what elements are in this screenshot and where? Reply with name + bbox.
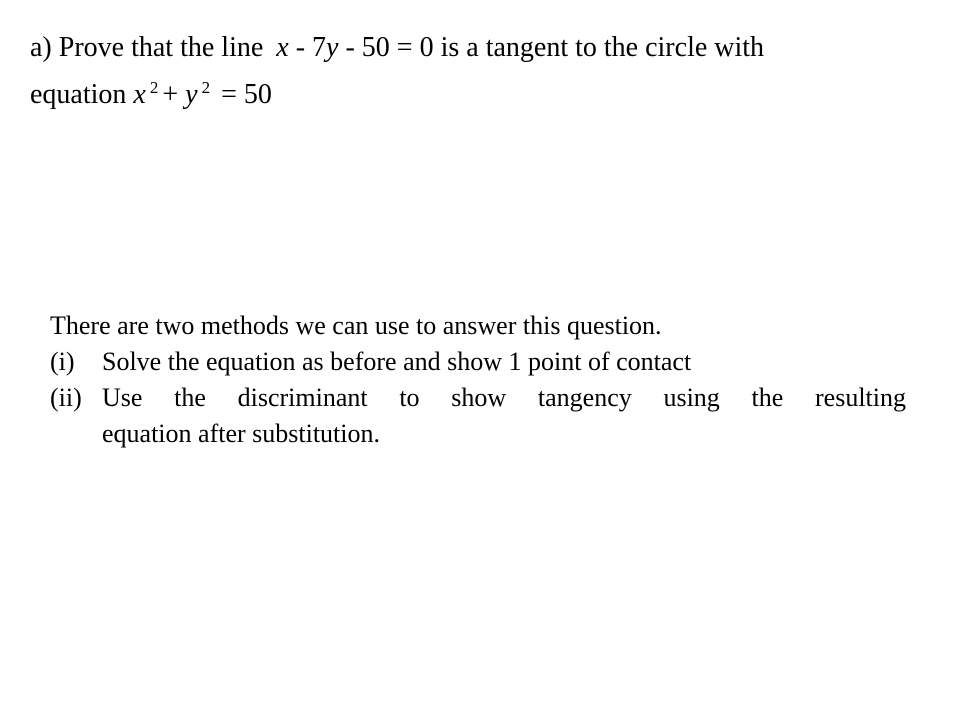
question-line-2: [30, 68, 910, 115]
circle-eq-x: x: [133, 79, 146, 110]
circle-eq-plus: +: [162, 79, 179, 110]
method-number-2: (ii): [50, 383, 82, 412]
question-intro: Prove that the line: [58, 32, 264, 63]
circle-eq-exponent-1: 2: [149, 78, 159, 97]
question-text: [30, 28, 910, 115]
method-text-1: Solve the equation as before and show 1 point of contact: [102, 347, 692, 376]
question-prefix: a): [30, 32, 52, 63]
methods-section: [50, 308, 906, 452]
method-item-2: [50, 380, 906, 452]
circle-eq-equals: = 50: [221, 79, 272, 110]
methods-intro: There are two methods we can use to answer this question.: [50, 311, 662, 340]
method-text-2-line-2: equation after substitution.: [102, 419, 381, 448]
line-eq-mid: - 7: [295, 32, 327, 63]
circle-eq-y: y: [185, 79, 198, 110]
question-equation-label: equation: [30, 79, 127, 110]
method-item-1: [50, 344, 906, 380]
line-eq-x: x: [276, 32, 289, 63]
method-number-1: (i): [50, 347, 75, 376]
question-line-1: [30, 28, 910, 68]
line-eq-end: - 50 = 0 is a tangent to the circle with: [345, 32, 765, 63]
circle-eq-exponent-2: 2: [201, 78, 211, 97]
line-eq-y: y: [326, 32, 339, 63]
method-text-2: [102, 380, 906, 452]
method-text-2-line-1: Use the discriminant to show tangency using the resulting: [102, 383, 906, 412]
